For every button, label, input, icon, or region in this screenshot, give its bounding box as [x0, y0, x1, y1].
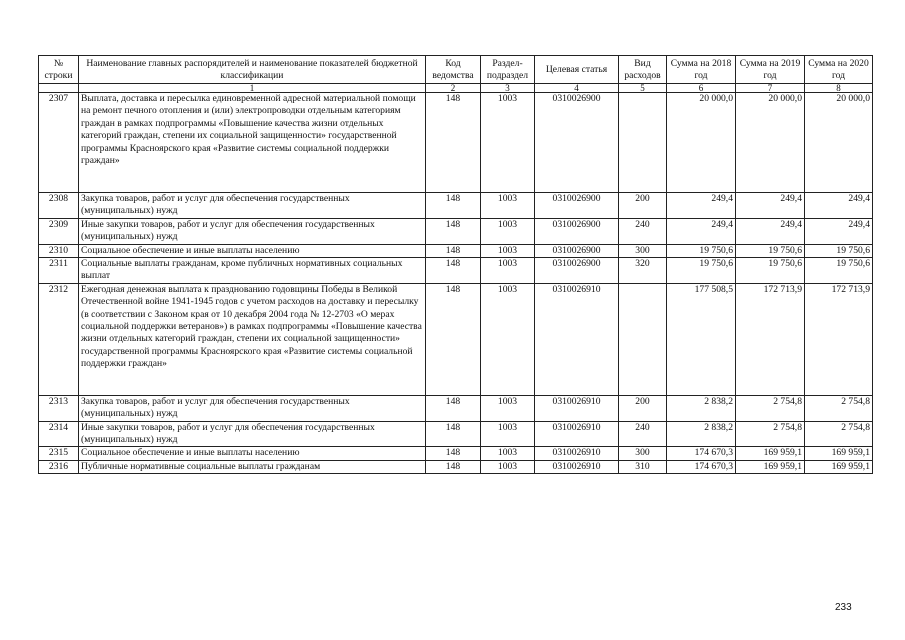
row-number-cell: 2313: [39, 395, 79, 421]
target-article-cell: 0310026900: [535, 93, 619, 193]
header-dept-code: Код ведомства: [426, 56, 481, 84]
row-name-cell: Закупка товаров, работ и услуг для обеспечения государственных (муниципальных) нужд: [79, 193, 426, 219]
sum-2018-cell: 174 670,3: [667, 460, 736, 473]
row-number-cell: 2310: [39, 244, 79, 257]
sum-2019-cell: 169 959,1: [736, 460, 805, 473]
row-name-cell: Закупка товаров, работ и услуг для обеспечения государственных (муниципальных) нужд: [79, 395, 426, 421]
sum-2019-cell: 2 754,8: [736, 395, 805, 421]
column-number-cell: 6: [667, 84, 736, 93]
dept-code-cell: 148: [426, 460, 481, 473]
sum-2018-cell: 20 000,0: [667, 93, 736, 193]
dept-code-cell: 148: [426, 218, 481, 244]
row-number-cell: 2308: [39, 193, 79, 219]
row-number-cell: 2314: [39, 421, 79, 447]
sum-2020-cell: 2 754,8: [805, 421, 873, 447]
section-cell: 1003: [481, 244, 535, 257]
expense-type-cell: 200: [619, 193, 667, 219]
expense-type-cell: 300: [619, 244, 667, 257]
table-row: [39, 283, 873, 395]
target-article-cell: 0310026910: [535, 460, 619, 473]
column-number-cell: 1: [79, 84, 426, 93]
target-article-cell: 0310026910: [535, 447, 619, 460]
budget-table: [38, 55, 873, 474]
header-section: Раздел-подраздел: [481, 56, 535, 84]
section-cell: 1003: [481, 193, 535, 219]
column-number-cell: 8: [805, 84, 873, 93]
sum-2018-cell: 2 838,2: [667, 421, 736, 447]
header-name: Наименование главных распорядителей и наименование показателей бюджетной классификации: [79, 56, 426, 84]
expense-type-cell: 200: [619, 395, 667, 421]
header-sum-2020: Сумма на 2020 год: [805, 56, 873, 84]
sum-2020-cell: 19 750,6: [805, 258, 873, 284]
target-article-cell: 0310026900: [535, 218, 619, 244]
sum-2019-cell: 249,4: [736, 218, 805, 244]
row-number-cell: 2312: [39, 283, 79, 395]
dept-code-cell: 148: [426, 258, 481, 284]
header-target-article: Целевая статья: [535, 56, 619, 84]
row-number-cell: 2307: [39, 93, 79, 193]
column-number-cell: 3: [481, 84, 535, 93]
target-article-cell: 0310026910: [535, 283, 619, 395]
column-number-cell: 2: [426, 84, 481, 93]
expense-type-cell: [619, 93, 667, 193]
expense-type-cell: 310: [619, 460, 667, 473]
row-number-cell: 2309: [39, 218, 79, 244]
row-name-cell: Социальное обеспечение и иные выплаты населению: [79, 244, 426, 257]
sum-2020-cell: 169 959,1: [805, 447, 873, 460]
row-name-cell: Иные закупки товаров, работ и услуг для обеспечения государственных (муниципальных) нужд: [79, 421, 426, 447]
dept-code-cell: 148: [426, 395, 481, 421]
target-article-cell: 0310026910: [535, 421, 619, 447]
expense-type-cell: 240: [619, 218, 667, 244]
expense-type-cell: 320: [619, 258, 667, 284]
sum-2019-cell: 20 000,0: [736, 93, 805, 193]
sum-2019-cell: 249,4: [736, 193, 805, 219]
column-number-cell: 4: [535, 84, 619, 93]
column-number-cell: [39, 84, 79, 93]
sum-2019-cell: 19 750,6: [736, 244, 805, 257]
row-name-cell: Социальное обеспечение и иные выплаты населению: [79, 447, 426, 460]
sum-2019-cell: 2 754,8: [736, 421, 805, 447]
target-article-cell: 0310026900: [535, 244, 619, 257]
table-row: [39, 421, 873, 447]
dept-code-cell: 148: [426, 244, 481, 257]
section-cell: 1003: [481, 395, 535, 421]
row-name-cell: Публичные нормативные социальные выплаты гражданам: [79, 460, 426, 473]
sum-2020-cell: 172 713,9: [805, 283, 873, 395]
header-expense-type: Вид расходов: [619, 56, 667, 84]
table-row: [39, 460, 873, 473]
column-number-cell: 7: [736, 84, 805, 93]
sum-2020-cell: 249,4: [805, 193, 873, 219]
section-cell: 1003: [481, 283, 535, 395]
expense-type-cell: [619, 283, 667, 395]
row-name-cell: Выплата, доставка и пересылка единовременной адресной материальной помощи на ремонт печного отопления и (или) электропроводки отдельным категориям граждан в рамках подпрограммы «Повышение качества жизни отдельных категорий граждан, степени их социальной защищенности» государственной программы Красноярского края «Развитие системы социальной поддержки граждан»: [79, 93, 426, 193]
table-row: [39, 395, 873, 421]
target-article-cell: 0310026900: [535, 193, 619, 219]
table-row: [39, 193, 873, 219]
sum-2018-cell: 177 508,5: [667, 283, 736, 395]
sum-2018-cell: 249,4: [667, 193, 736, 219]
row-number-cell: 2315: [39, 447, 79, 460]
section-cell: 1003: [481, 258, 535, 284]
sum-2018-cell: 19 750,6: [667, 244, 736, 257]
sum-2020-cell: 20 000,0: [805, 93, 873, 193]
target-article-cell: 0310026910: [535, 395, 619, 421]
header-row-number: № строки: [39, 56, 79, 84]
target-article-cell: 0310026900: [535, 258, 619, 284]
dept-code-cell: 148: [426, 421, 481, 447]
section-cell: 1003: [481, 460, 535, 473]
table-row: [39, 93, 873, 193]
expense-type-cell: 300: [619, 447, 667, 460]
table-row: [39, 258, 873, 284]
dept-code-cell: 148: [426, 283, 481, 395]
row-name-cell: Иные закупки товаров, работ и услуг для обеспечения государственных (муниципальных) нужд: [79, 218, 426, 244]
dept-code-cell: 148: [426, 193, 481, 219]
sum-2020-cell: 169 959,1: [805, 460, 873, 473]
row-name-cell: Социальные выплаты гражданам, кроме публичных нормативных социальных выплат: [79, 258, 426, 284]
section-cell: 1003: [481, 447, 535, 460]
sum-2018-cell: 249,4: [667, 218, 736, 244]
section-cell: 1003: [481, 421, 535, 447]
section-cell: 1003: [481, 218, 535, 244]
page-number: 233: [835, 602, 852, 613]
sum-2020-cell: 249,4: [805, 218, 873, 244]
sum-2020-cell: 19 750,6: [805, 244, 873, 257]
sum-2019-cell: 169 959,1: [736, 447, 805, 460]
header-sum-2018: Сумма на 2018 год: [667, 56, 736, 84]
column-number-row: [39, 84, 873, 93]
sum-2018-cell: 174 670,3: [667, 447, 736, 460]
sum-2019-cell: 19 750,6: [736, 258, 805, 284]
expense-type-cell: 240: [619, 421, 667, 447]
table-row: [39, 244, 873, 257]
table-row: [39, 218, 873, 244]
table-row: [39, 447, 873, 460]
sum-2020-cell: 2 754,8: [805, 395, 873, 421]
section-cell: 1003: [481, 93, 535, 193]
row-name-cell: Ежегодная денежная выплата к празднованию годовщины Победы в Великой Отечественной войне 1941-1945 годов с учетом расходов на доставку и пересылку (в соответствии с Законом края от 10 декабря 2004 года № 12-2703 «О мерах социальной поддержки ветеранов») в рамках подпрограммы «Повышение качества жизни отдельных категорий граждан, степени их социальной защищенности» государственной программы Красноярского края «Развитие системы социальной поддержки граждан»: [79, 283, 426, 395]
column-number-cell: 5: [619, 84, 667, 93]
header-sum-2019: Сумма на 2019 год: [736, 56, 805, 84]
dept-code-cell: 148: [426, 447, 481, 460]
sum-2018-cell: 2 838,2: [667, 395, 736, 421]
sum-2018-cell: 19 750,6: [667, 258, 736, 284]
sum-2019-cell: 172 713,9: [736, 283, 805, 395]
header-row: [39, 56, 873, 84]
dept-code-cell: 148: [426, 93, 481, 193]
row-number-cell: 2311: [39, 258, 79, 284]
row-number-cell: 2316: [39, 460, 79, 473]
